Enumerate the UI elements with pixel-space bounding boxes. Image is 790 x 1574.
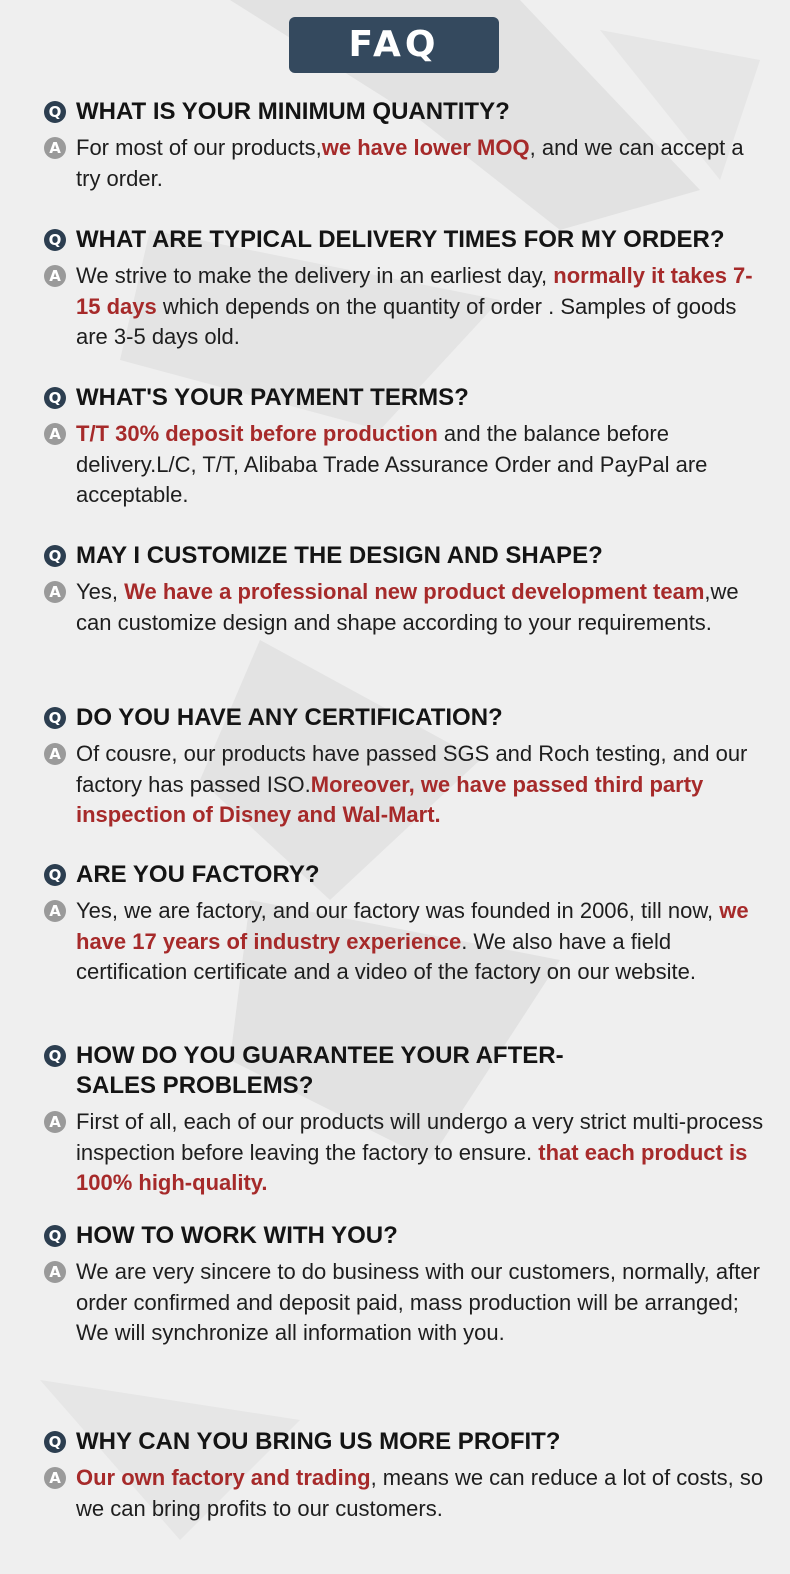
answer-highlight: that each product is 100% high-quality. — [76, 1139, 748, 1195]
answer-icon: A — [44, 743, 66, 765]
answer-text: We are very sincere to do business with our customers, normally, after order confirmed and deposit paid, mass production will be arranged; We will synchronize all information with you. — [76, 1259, 760, 1345]
answer-icon: A — [44, 581, 66, 603]
faq-answer — [76, 133, 764, 194]
faq-answer — [76, 1107, 764, 1199]
faq-answer-row — [44, 896, 764, 988]
answer-text: and the balance before delivery.L/C, T/T, Alibaba Trade Assurance Order and PayPal are acceptable. — [76, 421, 708, 507]
faq-question: WHY CAN YOU BRING US MORE PROFIT? — [76, 1428, 561, 1455]
faq-item — [44, 1221, 764, 1349]
answer-highlight: normally it takes 7-15 days — [76, 263, 753, 319]
faq-question-row — [44, 703, 764, 733]
question-icon: Q — [44, 1431, 66, 1453]
page-title: FAQ — [289, 17, 499, 73]
faq-item — [44, 860, 764, 988]
question-icon: Q — [44, 1045, 66, 1067]
answer-highlight: Moreover, we have passed third party inspection of Disney and Wal-Mart. — [76, 771, 704, 827]
answer-highlight: we have 17 years of industry experience — [76, 898, 749, 954]
faq-answer — [76, 419, 764, 511]
question-icon: Q — [44, 707, 66, 729]
faq-answer-row — [44, 419, 764, 511]
answer-text: , and we can accept a try order. — [76, 135, 744, 191]
faq-answer — [76, 261, 764, 353]
faq-item — [44, 383, 764, 511]
answer-highlight: T/T 30% deposit before production — [76, 421, 438, 446]
faq-question-row — [44, 1427, 764, 1457]
faq-question: DO YOU HAVE ANY CERTIFICATION? — [76, 704, 503, 731]
faq-answer — [76, 1257, 764, 1349]
faq-answer — [76, 1463, 764, 1524]
answer-text: First of all, each of our products will undergo a very strict multi-process inspection before leaving the factory to ensure. — [76, 1109, 764, 1165]
answer-text: . We also have a field certification certificate and a video of the factory on our website. — [76, 928, 696, 984]
answer-highlight: we have lower MOQ — [321, 135, 530, 160]
faq-answer — [76, 896, 764, 988]
faq-question: HOW TO WORK WITH YOU? — [76, 1222, 398, 1249]
answer-icon: A — [44, 900, 66, 922]
answer-icon: A — [44, 1111, 66, 1133]
faq-question: WHAT'S YOUR PAYMENT TERMS? — [76, 384, 469, 411]
faq-question-row — [44, 383, 764, 413]
faq-item — [44, 541, 764, 638]
answer-text: ,we can customize design and shape according to your requirements. — [76, 579, 739, 635]
faq-question-row — [44, 225, 764, 255]
faq-question-row — [44, 860, 764, 890]
answer-highlight: Our own factory and trading — [76, 1465, 371, 1490]
answer-icon: A — [44, 137, 66, 159]
faq-item — [44, 703, 764, 831]
question-icon: Q — [44, 387, 66, 409]
answer-icon: A — [44, 1467, 66, 1489]
faq-item — [44, 97, 764, 194]
question-icon: Q — [44, 545, 66, 567]
faq-question-row — [44, 1041, 764, 1101]
faq-answer-row — [44, 1107, 764, 1199]
faq-question: WHAT IS YOUR MINIMUM QUANTITY? — [76, 98, 510, 125]
faq-question: HOW DO YOU GUARANTEE YOUR AFTER-SALES PROBLEMS? — [76, 1042, 564, 1099]
answer-text: , means we can reduce a lot of costs, so we can bring profits to our customers. — [76, 1465, 764, 1521]
answer-icon: A — [44, 265, 66, 287]
faq-answer-row — [44, 739, 764, 831]
answer-text: Yes, we are factory, and our factory was founded in 2006, till now, — [76, 898, 720, 923]
faq-answer-row — [44, 133, 764, 194]
answer-highlight: We have a professional new product development team — [124, 579, 705, 604]
faq-item — [44, 1427, 764, 1524]
faq-answer-row — [44, 577, 764, 638]
faq-question: ARE YOU FACTORY? — [76, 861, 320, 888]
faq-answer-row — [44, 1463, 764, 1524]
faq-answer — [76, 739, 764, 831]
faq-answer-row — [44, 1257, 764, 1349]
faq-item — [44, 1041, 764, 1199]
answer-text: For most of our products, — [76, 135, 322, 160]
faq-question: WHAT ARE TYPICAL DELIVERY TIMES FOR MY ORDER? — [76, 226, 725, 253]
answer-text: Yes, — [76, 579, 125, 604]
answer-icon: A — [44, 423, 66, 445]
faq-answer-row — [44, 261, 764, 353]
faq-answer — [76, 577, 764, 638]
question-icon: Q — [44, 1225, 66, 1247]
answer-text: Of cousre, our products have passed SGS and Roch testing, and our factory has passed ISO. — [76, 741, 748, 797]
question-icon: Q — [44, 864, 66, 886]
answer-text: We strive to make the delivery in an earliest day, — [76, 263, 554, 288]
question-icon: Q — [44, 101, 66, 123]
answer-icon: A — [44, 1261, 66, 1283]
faq-question: MAY I CUSTOMIZE THE DESIGN AND SHAPE? — [76, 542, 603, 569]
faq-item — [44, 225, 764, 353]
faq-question-row — [44, 1221, 764, 1251]
answer-text: which depends on the quantity of order . Samples of goods are 3-5 days old. — [76, 293, 737, 349]
faq-question-row — [44, 97, 764, 127]
faq-question-row — [44, 541, 764, 571]
question-icon: Q — [44, 229, 66, 251]
